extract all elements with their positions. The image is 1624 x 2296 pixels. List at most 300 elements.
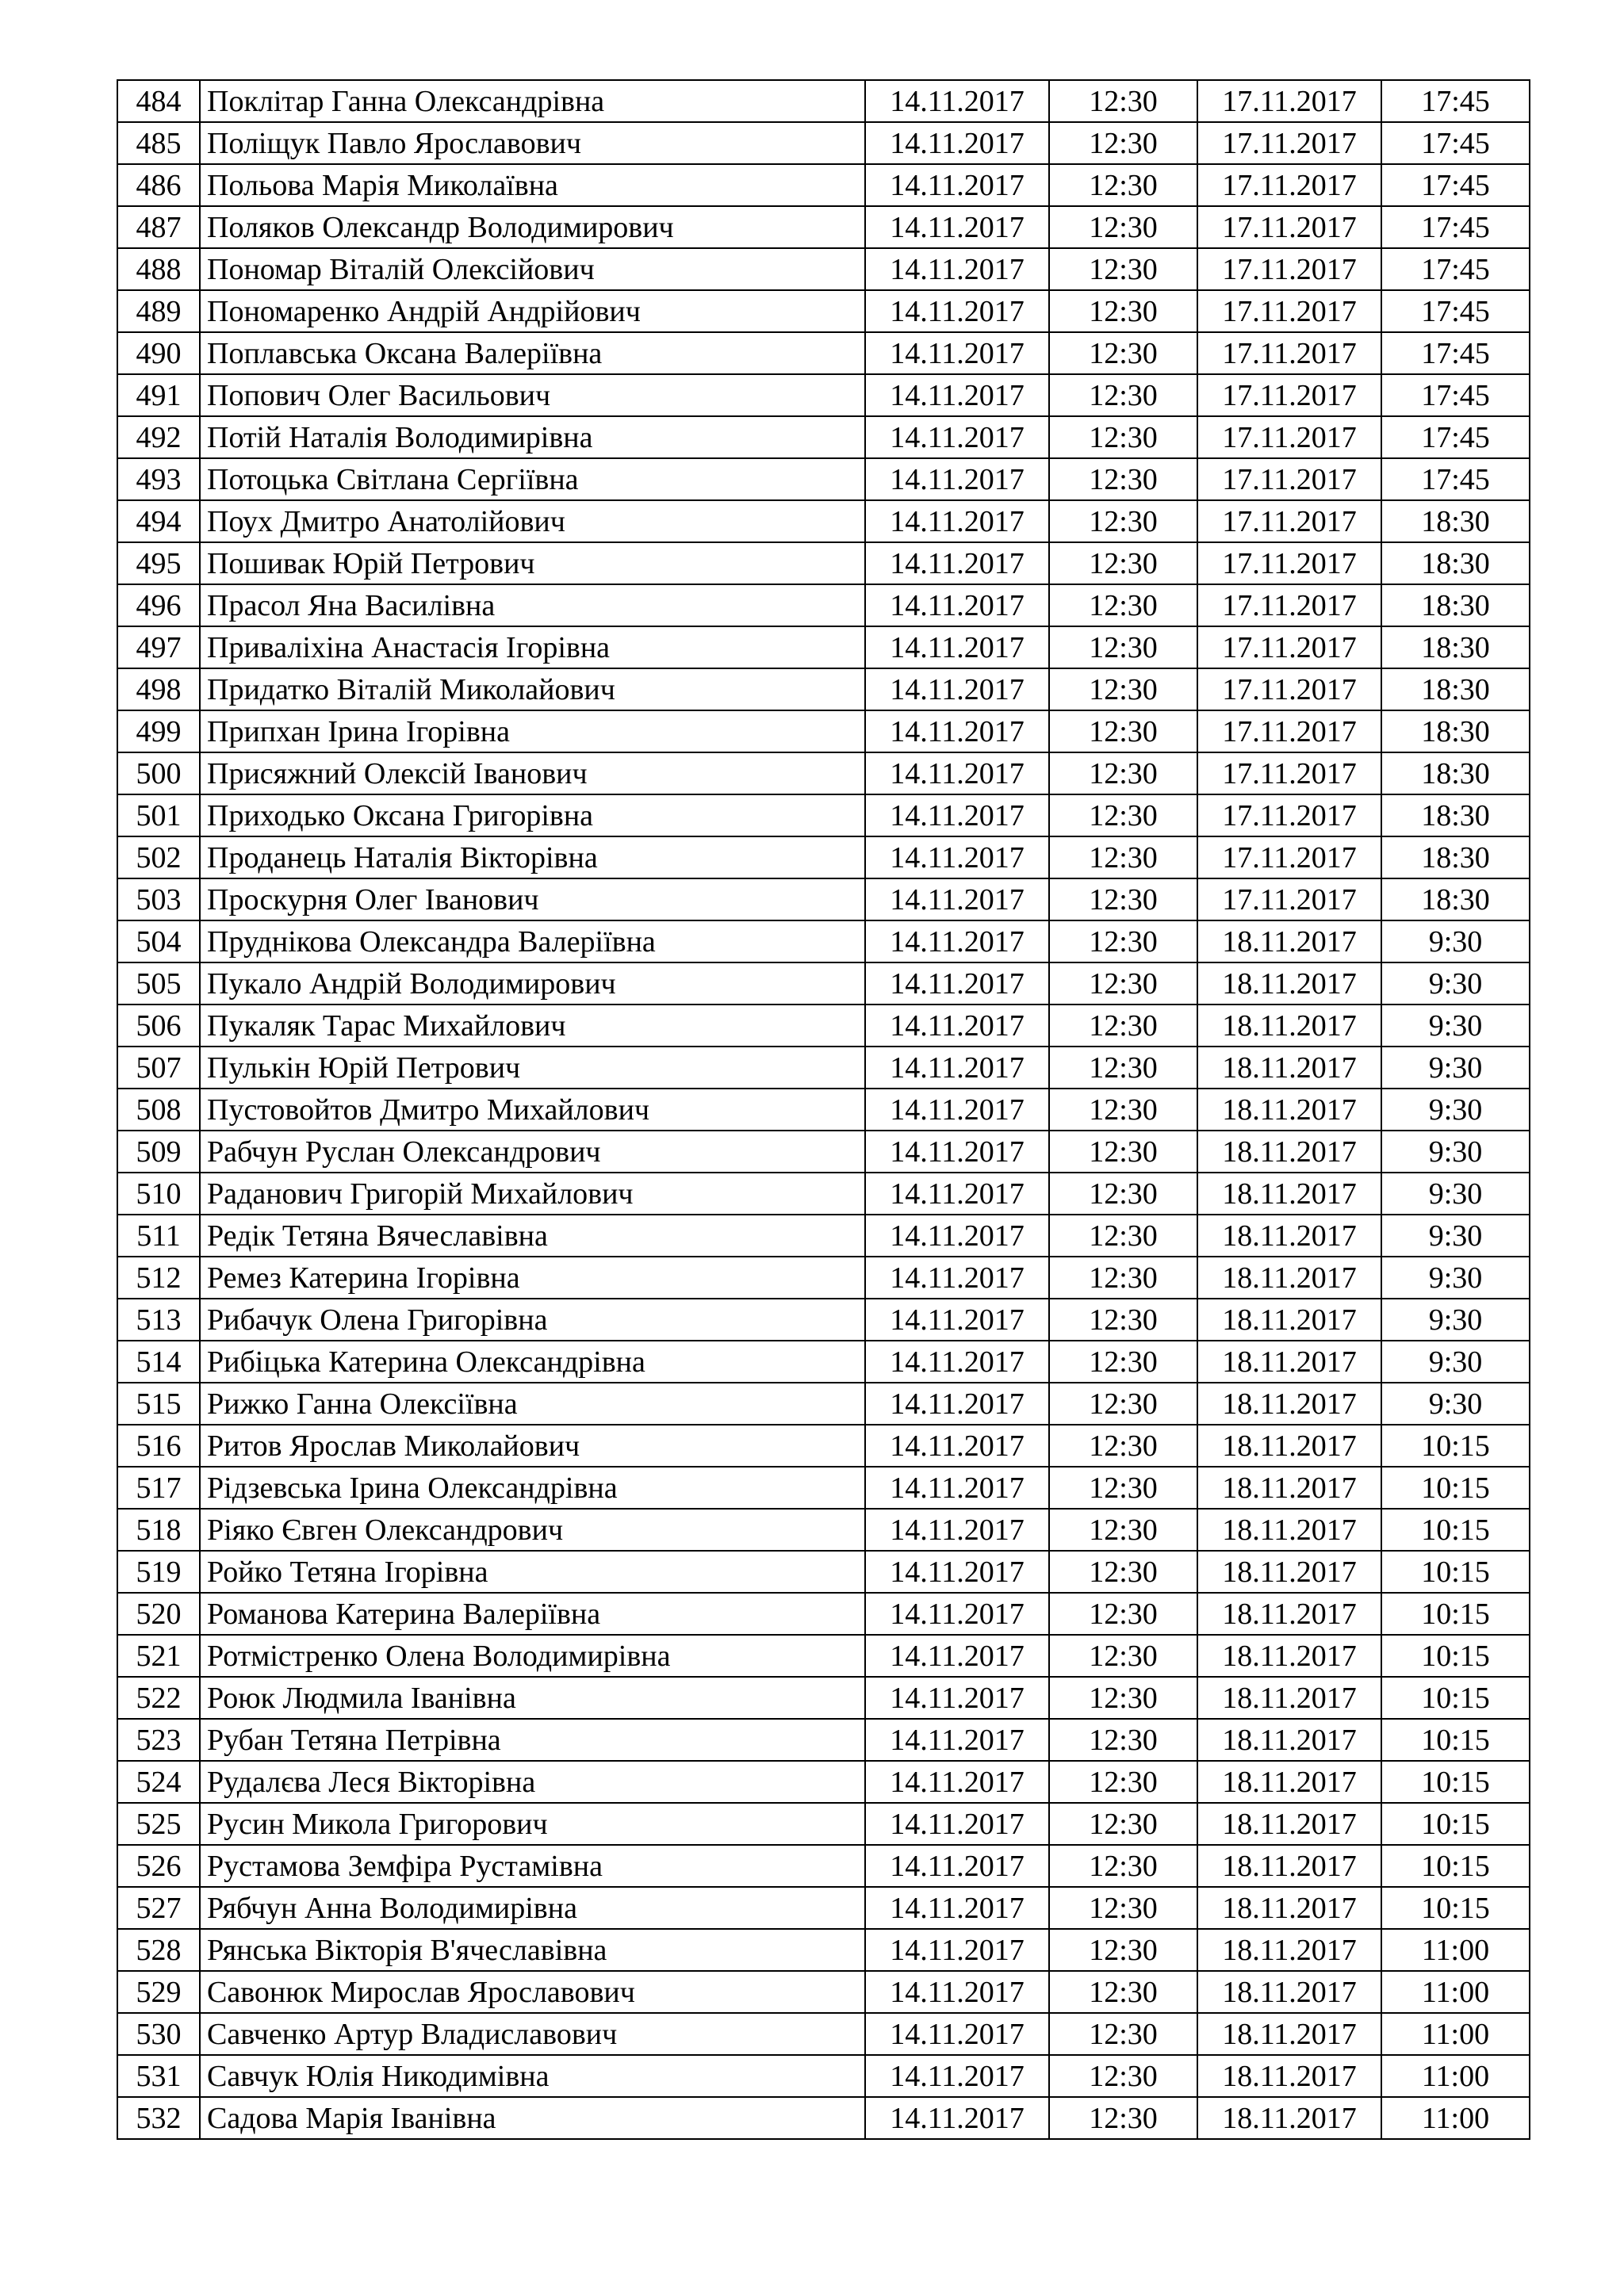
- start-time-cell: 12:30: [1049, 1047, 1197, 1089]
- row-number-cell: 493: [117, 458, 200, 500]
- start-time-cell: 12:30: [1049, 1551, 1197, 1593]
- start-date-cell: 14.11.2017: [865, 2013, 1049, 2055]
- end-date-cell: 18.11.2017: [1197, 1803, 1381, 1845]
- end-date-cell: 18.11.2017: [1197, 1593, 1381, 1635]
- table-row: [117, 1467, 1530, 1509]
- table-row: [117, 1593, 1530, 1635]
- row-number-cell: 503: [117, 878, 200, 920]
- table-row: [117, 710, 1530, 752]
- table-row: [117, 80, 1530, 122]
- start-date-cell: 14.11.2017: [865, 1551, 1049, 1593]
- table-row: [117, 2097, 1530, 2139]
- full-name-cell: Приходько Оксана Григорівна: [200, 794, 865, 836]
- end-date-cell: 18.11.2017: [1197, 1425, 1381, 1467]
- end-date-cell: 18.11.2017: [1197, 1004, 1381, 1047]
- full-name-cell: Савонюк Мирослав Ярославович: [200, 1971, 865, 2013]
- start-date-cell: 14.11.2017: [865, 374, 1049, 416]
- full-name-cell: Потій Наталія Володимирівна: [200, 416, 865, 458]
- end-time-cell: 10:15: [1381, 1509, 1530, 1551]
- table-row: [117, 1425, 1530, 1467]
- full-name-cell: Придатко Віталій Миколайович: [200, 668, 865, 710]
- table-row: [117, 1047, 1530, 1089]
- row-number-cell: 521: [117, 1635, 200, 1677]
- start-time-cell: 12:30: [1049, 80, 1197, 122]
- end-time-cell: 18:30: [1381, 584, 1530, 626]
- start-time-cell: 12:30: [1049, 1383, 1197, 1425]
- end-time-cell: 10:15: [1381, 1551, 1530, 1593]
- start-date-cell: 14.11.2017: [865, 1257, 1049, 1299]
- end-time-cell: 9:30: [1381, 1341, 1530, 1383]
- full-name-cell: Роюк Людмила Іванівна: [200, 1677, 865, 1719]
- full-name-cell: Ротмістренко Олена Володимирівна: [200, 1635, 865, 1677]
- start-date-cell: 14.11.2017: [865, 332, 1049, 374]
- start-time-cell: 12:30: [1049, 1509, 1197, 1551]
- start-date-cell: 14.11.2017: [865, 752, 1049, 794]
- full-name-cell: Романова Катерина Валеріївна: [200, 1593, 865, 1635]
- table-row: [117, 584, 1530, 626]
- start-time-cell: 12:30: [1049, 458, 1197, 500]
- row-number-cell: 484: [117, 80, 200, 122]
- table-row: [117, 1719, 1530, 1761]
- end-date-cell: 17.11.2017: [1197, 122, 1381, 164]
- full-name-cell: Пономаренко Андрій Андрійович: [200, 290, 865, 332]
- table-row: [117, 920, 1530, 962]
- start-date-cell: 14.11.2017: [865, 1887, 1049, 1929]
- row-number-cell: 512: [117, 1257, 200, 1299]
- start-date-cell: 14.11.2017: [865, 1929, 1049, 1971]
- start-time-cell: 12:30: [1049, 962, 1197, 1004]
- full-name-cell: Рубан Тетяна Петрівна: [200, 1719, 865, 1761]
- start-date-cell: 14.11.2017: [865, 1677, 1049, 1719]
- table-row: [117, 668, 1530, 710]
- end-date-cell: 18.11.2017: [1197, 1719, 1381, 1761]
- end-time-cell: 10:15: [1381, 1467, 1530, 1509]
- table-row: [117, 1803, 1530, 1845]
- row-number-cell: 499: [117, 710, 200, 752]
- table-row: [117, 206, 1530, 248]
- full-name-cell: Присяжний Олексій Іванович: [200, 752, 865, 794]
- start-date-cell: 14.11.2017: [865, 290, 1049, 332]
- start-date-cell: 14.11.2017: [865, 1761, 1049, 1803]
- table-row: [117, 1004, 1530, 1047]
- row-number-cell: 528: [117, 1929, 200, 1971]
- end-time-cell: 17:45: [1381, 122, 1530, 164]
- row-number-cell: 517: [117, 1467, 200, 1509]
- table-row: [117, 122, 1530, 164]
- end-time-cell: 10:15: [1381, 1593, 1530, 1635]
- row-number-cell: 492: [117, 416, 200, 458]
- start-time-cell: 12:30: [1049, 1341, 1197, 1383]
- end-time-cell: 17:45: [1381, 206, 1530, 248]
- end-date-cell: 17.11.2017: [1197, 584, 1381, 626]
- end-time-cell: 17:45: [1381, 164, 1530, 206]
- end-time-cell: 9:30: [1381, 1047, 1530, 1089]
- start-time-cell: 12:30: [1049, 1803, 1197, 1845]
- row-number-cell: 532: [117, 2097, 200, 2139]
- full-name-cell: Раданович Григорій Михайлович: [200, 1173, 865, 1215]
- row-number-cell: 502: [117, 836, 200, 878]
- row-number-cell: 514: [117, 1341, 200, 1383]
- full-name-cell: Савчук Юлія Никодимівна: [200, 2055, 865, 2097]
- table-row: [117, 416, 1530, 458]
- end-date-cell: 17.11.2017: [1197, 206, 1381, 248]
- end-time-cell: 18:30: [1381, 836, 1530, 878]
- end-time-cell: 10:15: [1381, 1719, 1530, 1761]
- start-date-cell: 14.11.2017: [865, 1004, 1049, 1047]
- end-date-cell: 17.11.2017: [1197, 668, 1381, 710]
- end-date-cell: 17.11.2017: [1197, 80, 1381, 122]
- table-row: [117, 836, 1530, 878]
- start-time-cell: 12:30: [1049, 584, 1197, 626]
- table-row: [117, 1173, 1530, 1215]
- full-name-cell: Пономар Віталій Олексійович: [200, 248, 865, 290]
- table-row: [117, 1677, 1530, 1719]
- full-name-cell: Рябчун Анна Володимирівна: [200, 1887, 865, 1929]
- start-date-cell: 14.11.2017: [865, 206, 1049, 248]
- end-time-cell: 18:30: [1381, 668, 1530, 710]
- end-time-cell: 10:15: [1381, 1677, 1530, 1719]
- end-date-cell: 17.11.2017: [1197, 248, 1381, 290]
- end-time-cell: 9:30: [1381, 1215, 1530, 1257]
- end-date-cell: 18.11.2017: [1197, 1467, 1381, 1509]
- end-date-cell: 18.11.2017: [1197, 1551, 1381, 1593]
- table-row: [117, 1257, 1530, 1299]
- row-number-cell: 530: [117, 2013, 200, 2055]
- row-number-cell: 489: [117, 290, 200, 332]
- table-row: [117, 752, 1530, 794]
- table-row: [117, 1845, 1530, 1887]
- start-date-cell: 14.11.2017: [865, 1467, 1049, 1509]
- row-number-cell: 524: [117, 1761, 200, 1803]
- start-date-cell: 14.11.2017: [865, 710, 1049, 752]
- row-number-cell: 485: [117, 122, 200, 164]
- start-date-cell: 14.11.2017: [865, 2097, 1049, 2139]
- start-time-cell: 12:30: [1049, 710, 1197, 752]
- end-date-cell: 18.11.2017: [1197, 2097, 1381, 2139]
- row-number-cell: 505: [117, 962, 200, 1004]
- start-date-cell: 14.11.2017: [865, 668, 1049, 710]
- start-date-cell: 14.11.2017: [865, 1719, 1049, 1761]
- start-time-cell: 12:30: [1049, 1215, 1197, 1257]
- row-number-cell: 500: [117, 752, 200, 794]
- table-row: [117, 2055, 1530, 2097]
- end-date-cell: 17.11.2017: [1197, 752, 1381, 794]
- row-number-cell: 529: [117, 1971, 200, 2013]
- start-time-cell: 12:30: [1049, 1635, 1197, 1677]
- table-row: [117, 626, 1530, 668]
- end-date-cell: 18.11.2017: [1197, 1971, 1381, 2013]
- end-time-cell: 10:15: [1381, 1425, 1530, 1467]
- row-number-cell: 498: [117, 668, 200, 710]
- row-number-cell: 488: [117, 248, 200, 290]
- start-time-cell: 12:30: [1049, 332, 1197, 374]
- full-name-cell: Поклітар Ганна Олександрівна: [200, 80, 865, 122]
- table-row: [117, 878, 1530, 920]
- start-date-cell: 14.11.2017: [865, 1173, 1049, 1215]
- row-number-cell: 525: [117, 1803, 200, 1845]
- end-time-cell: 10:15: [1381, 1635, 1530, 1677]
- full-name-cell: Редік Тетяна Вячеславівна: [200, 1215, 865, 1257]
- full-name-cell: Ройко Тетяна Ігорівна: [200, 1551, 865, 1593]
- start-date-cell: 14.11.2017: [865, 1215, 1049, 1257]
- row-number-cell: 523: [117, 1719, 200, 1761]
- end-time-cell: 18:30: [1381, 794, 1530, 836]
- start-time-cell: 12:30: [1049, 2013, 1197, 2055]
- full-name-cell: Савченко Артур Владиславович: [200, 2013, 865, 2055]
- start-time-cell: 12:30: [1049, 122, 1197, 164]
- row-number-cell: 486: [117, 164, 200, 206]
- start-time-cell: 12:30: [1049, 1761, 1197, 1803]
- start-date-cell: 14.11.2017: [865, 1299, 1049, 1341]
- end-date-cell: 18.11.2017: [1197, 1215, 1381, 1257]
- start-date-cell: 14.11.2017: [865, 1845, 1049, 1887]
- end-time-cell: 18:30: [1381, 626, 1530, 668]
- start-date-cell: 14.11.2017: [865, 1341, 1049, 1383]
- table-row: [117, 164, 1530, 206]
- start-time-cell: 12:30: [1049, 1467, 1197, 1509]
- row-number-cell: 490: [117, 332, 200, 374]
- start-time-cell: 12:30: [1049, 2055, 1197, 2097]
- row-number-cell: 496: [117, 584, 200, 626]
- start-date-cell: 14.11.2017: [865, 626, 1049, 668]
- end-time-cell: 9:30: [1381, 1257, 1530, 1299]
- end-time-cell: 9:30: [1381, 1004, 1530, 1047]
- table-row: [117, 1383, 1530, 1425]
- start-date-cell: 14.11.2017: [865, 1425, 1049, 1467]
- end-time-cell: 9:30: [1381, 1131, 1530, 1173]
- start-date-cell: 14.11.2017: [865, 962, 1049, 1004]
- start-time-cell: 12:30: [1049, 1971, 1197, 2013]
- end-time-cell: 9:30: [1381, 1089, 1530, 1131]
- row-number-cell: 515: [117, 1383, 200, 1425]
- end-date-cell: 17.11.2017: [1197, 836, 1381, 878]
- start-time-cell: 12:30: [1049, 1845, 1197, 1887]
- end-time-cell: 10:15: [1381, 1845, 1530, 1887]
- table-row: [117, 1341, 1530, 1383]
- end-time-cell: 18:30: [1381, 500, 1530, 542]
- full-name-cell: Пошивак Юрій Петрович: [200, 542, 865, 584]
- table-row: [117, 1971, 1530, 2013]
- start-date-cell: 14.11.2017: [865, 416, 1049, 458]
- row-number-cell: 501: [117, 794, 200, 836]
- full-name-cell: Рибіцька Катерина Олександрівна: [200, 1341, 865, 1383]
- start-date-cell: 14.11.2017: [865, 122, 1049, 164]
- end-date-cell: 17.11.2017: [1197, 164, 1381, 206]
- start-date-cell: 14.11.2017: [865, 1635, 1049, 1677]
- start-time-cell: 12:30: [1049, 1299, 1197, 1341]
- full-name-cell: Пруднікова Олександра Валеріївна: [200, 920, 865, 962]
- start-date-cell: 14.11.2017: [865, 500, 1049, 542]
- full-name-cell: Рустамова Земфіра Рустамівна: [200, 1845, 865, 1887]
- end-time-cell: 9:30: [1381, 1299, 1530, 1341]
- end-date-cell: 17.11.2017: [1197, 878, 1381, 920]
- full-name-cell: Пулькін Юрій Петрович: [200, 1047, 865, 1089]
- end-time-cell: 11:00: [1381, 2055, 1530, 2097]
- full-name-cell: Рідзевська Ірина Олександрівна: [200, 1467, 865, 1509]
- row-number-cell: 516: [117, 1425, 200, 1467]
- start-date-cell: 14.11.2017: [865, 1089, 1049, 1131]
- full-name-cell: Пукало Андрій Володимирович: [200, 962, 865, 1004]
- end-time-cell: 9:30: [1381, 1383, 1530, 1425]
- table-row: [117, 1551, 1530, 1593]
- end-date-cell: 18.11.2017: [1197, 1089, 1381, 1131]
- end-time-cell: 18:30: [1381, 752, 1530, 794]
- end-time-cell: 17:45: [1381, 332, 1530, 374]
- row-number-cell: 487: [117, 206, 200, 248]
- start-time-cell: 12:30: [1049, 878, 1197, 920]
- table-row: [117, 1929, 1530, 1971]
- start-date-cell: 14.11.2017: [865, 1971, 1049, 2013]
- start-date-cell: 14.11.2017: [865, 542, 1049, 584]
- start-time-cell: 12:30: [1049, 1425, 1197, 1467]
- full-name-cell: Русин Микола Григорович: [200, 1803, 865, 1845]
- start-time-cell: 12:30: [1049, 1173, 1197, 1215]
- end-time-cell: 17:45: [1381, 290, 1530, 332]
- end-date-cell: 18.11.2017: [1197, 1845, 1381, 1887]
- end-time-cell: 18:30: [1381, 542, 1530, 584]
- table-row: [117, 794, 1530, 836]
- start-date-cell: 14.11.2017: [865, 2055, 1049, 2097]
- start-date-cell: 14.11.2017: [865, 1131, 1049, 1173]
- table-row: [117, 1215, 1530, 1257]
- start-time-cell: 12:30: [1049, 920, 1197, 962]
- end-date-cell: 18.11.2017: [1197, 1131, 1381, 1173]
- end-date-cell: 18.11.2017: [1197, 1635, 1381, 1677]
- row-number-cell: 522: [117, 1677, 200, 1719]
- start-time-cell: 12:30: [1049, 542, 1197, 584]
- table-row: [117, 500, 1530, 542]
- start-time-cell: 12:30: [1049, 2097, 1197, 2139]
- start-time-cell: 12:30: [1049, 668, 1197, 710]
- end-date-cell: 18.11.2017: [1197, 1299, 1381, 1341]
- row-number-cell: 520: [117, 1593, 200, 1635]
- end-time-cell: 10:15: [1381, 1803, 1530, 1845]
- table-row: [117, 1887, 1530, 1929]
- end-time-cell: 17:45: [1381, 416, 1530, 458]
- end-date-cell: 18.11.2017: [1197, 962, 1381, 1004]
- end-time-cell: 18:30: [1381, 710, 1530, 752]
- full-name-cell: Прасол Яна Василівна: [200, 584, 865, 626]
- table-row: [117, 1299, 1530, 1341]
- table-row: [117, 1509, 1530, 1551]
- full-name-cell: Потоцька Світлана Сергіївна: [200, 458, 865, 500]
- full-name-cell: Садова Марія Іванівна: [200, 2097, 865, 2139]
- full-name-cell: Попович Олег Васильович: [200, 374, 865, 416]
- table-row: [117, 1635, 1530, 1677]
- end-time-cell: 11:00: [1381, 2013, 1530, 2055]
- row-number-cell: 506: [117, 1004, 200, 1047]
- end-date-cell: 17.11.2017: [1197, 626, 1381, 668]
- end-date-cell: 17.11.2017: [1197, 332, 1381, 374]
- end-date-cell: 17.11.2017: [1197, 794, 1381, 836]
- end-date-cell: 18.11.2017: [1197, 1887, 1381, 1929]
- start-date-cell: 14.11.2017: [865, 80, 1049, 122]
- table-row: [117, 290, 1530, 332]
- start-time-cell: 12:30: [1049, 1593, 1197, 1635]
- start-time-cell: 12:30: [1049, 752, 1197, 794]
- start-time-cell: 12:30: [1049, 1089, 1197, 1131]
- end-date-cell: 18.11.2017: [1197, 2055, 1381, 2097]
- end-date-cell: 18.11.2017: [1197, 1509, 1381, 1551]
- end-date-cell: 18.11.2017: [1197, 2013, 1381, 2055]
- row-number-cell: 518: [117, 1509, 200, 1551]
- full-name-cell: Рудалєва Леся Вікторівна: [200, 1761, 865, 1803]
- full-name-cell: Рянська Вікторія В'ячеславівна: [200, 1929, 865, 1971]
- table-row: [117, 542, 1530, 584]
- end-time-cell: 17:45: [1381, 458, 1530, 500]
- full-name-cell: Поляков Олександр Володимирович: [200, 206, 865, 248]
- end-time-cell: 9:30: [1381, 1173, 1530, 1215]
- start-time-cell: 12:30: [1049, 416, 1197, 458]
- full-name-cell: Поплавська Оксана Валеріївна: [200, 332, 865, 374]
- end-time-cell: 18:30: [1381, 878, 1530, 920]
- row-number-cell: 494: [117, 500, 200, 542]
- full-name-cell: Пустовойтов Дмитро Михайлович: [200, 1089, 865, 1131]
- full-name-cell: Ритов Ярослав Миколайович: [200, 1425, 865, 1467]
- table-row: [117, 1089, 1530, 1131]
- start-date-cell: 14.11.2017: [865, 836, 1049, 878]
- full-name-cell: Проскурня Олег Іванович: [200, 878, 865, 920]
- row-number-cell: 504: [117, 920, 200, 962]
- end-time-cell: 9:30: [1381, 962, 1530, 1004]
- start-date-cell: 14.11.2017: [865, 458, 1049, 500]
- end-date-cell: 18.11.2017: [1197, 1341, 1381, 1383]
- full-name-cell: Ремез Катерина Ігорівна: [200, 1257, 865, 1299]
- start-time-cell: 12:30: [1049, 1004, 1197, 1047]
- start-date-cell: 14.11.2017: [865, 920, 1049, 962]
- full-name-cell: Польова Марія Миколаївна: [200, 164, 865, 206]
- end-date-cell: 17.11.2017: [1197, 500, 1381, 542]
- end-time-cell: 10:15: [1381, 1761, 1530, 1803]
- end-date-cell: 18.11.2017: [1197, 1929, 1381, 1971]
- end-date-cell: 17.11.2017: [1197, 290, 1381, 332]
- start-date-cell: 14.11.2017: [865, 1803, 1049, 1845]
- start-time-cell: 12:30: [1049, 500, 1197, 542]
- end-date-cell: 17.11.2017: [1197, 458, 1381, 500]
- start-time-cell: 12:30: [1049, 1677, 1197, 1719]
- start-date-cell: 14.11.2017: [865, 1593, 1049, 1635]
- full-name-cell: Рибачук Олена Григорівна: [200, 1299, 865, 1341]
- start-time-cell: 12:30: [1049, 1131, 1197, 1173]
- table-row: [117, 248, 1530, 290]
- start-time-cell: 12:30: [1049, 1887, 1197, 1929]
- full-name-cell: Пукаляк Тарас Михайлович: [200, 1004, 865, 1047]
- full-name-cell: Проданець Наталія Вікторівна: [200, 836, 865, 878]
- full-name-cell: Приваліхіна Анастасія Ігорівна: [200, 626, 865, 668]
- end-time-cell: 10:15: [1381, 1887, 1530, 1929]
- end-date-cell: 18.11.2017: [1197, 920, 1381, 962]
- end-date-cell: 18.11.2017: [1197, 1761, 1381, 1803]
- end-date-cell: 18.11.2017: [1197, 1383, 1381, 1425]
- end-time-cell: 9:30: [1381, 920, 1530, 962]
- row-number-cell: 497: [117, 626, 200, 668]
- end-date-cell: 17.11.2017: [1197, 374, 1381, 416]
- row-number-cell: 531: [117, 2055, 200, 2097]
- full-name-cell: Поух Дмитро Анатолійович: [200, 500, 865, 542]
- start-date-cell: 14.11.2017: [865, 164, 1049, 206]
- end-date-cell: 17.11.2017: [1197, 710, 1381, 752]
- end-time-cell: 11:00: [1381, 1929, 1530, 1971]
- end-time-cell: 17:45: [1381, 374, 1530, 416]
- table-row: [117, 2013, 1530, 2055]
- start-date-cell: 14.11.2017: [865, 878, 1049, 920]
- end-date-cell: 17.11.2017: [1197, 416, 1381, 458]
- full-name-cell: Ріяко Євген Олександрович: [200, 1509, 865, 1551]
- full-name-cell: Припхан Ірина Ігорівна: [200, 710, 865, 752]
- full-name-cell: Поліщук Павло Ярославович: [200, 122, 865, 164]
- row-number-cell: 491: [117, 374, 200, 416]
- start-date-cell: 14.11.2017: [865, 1047, 1049, 1089]
